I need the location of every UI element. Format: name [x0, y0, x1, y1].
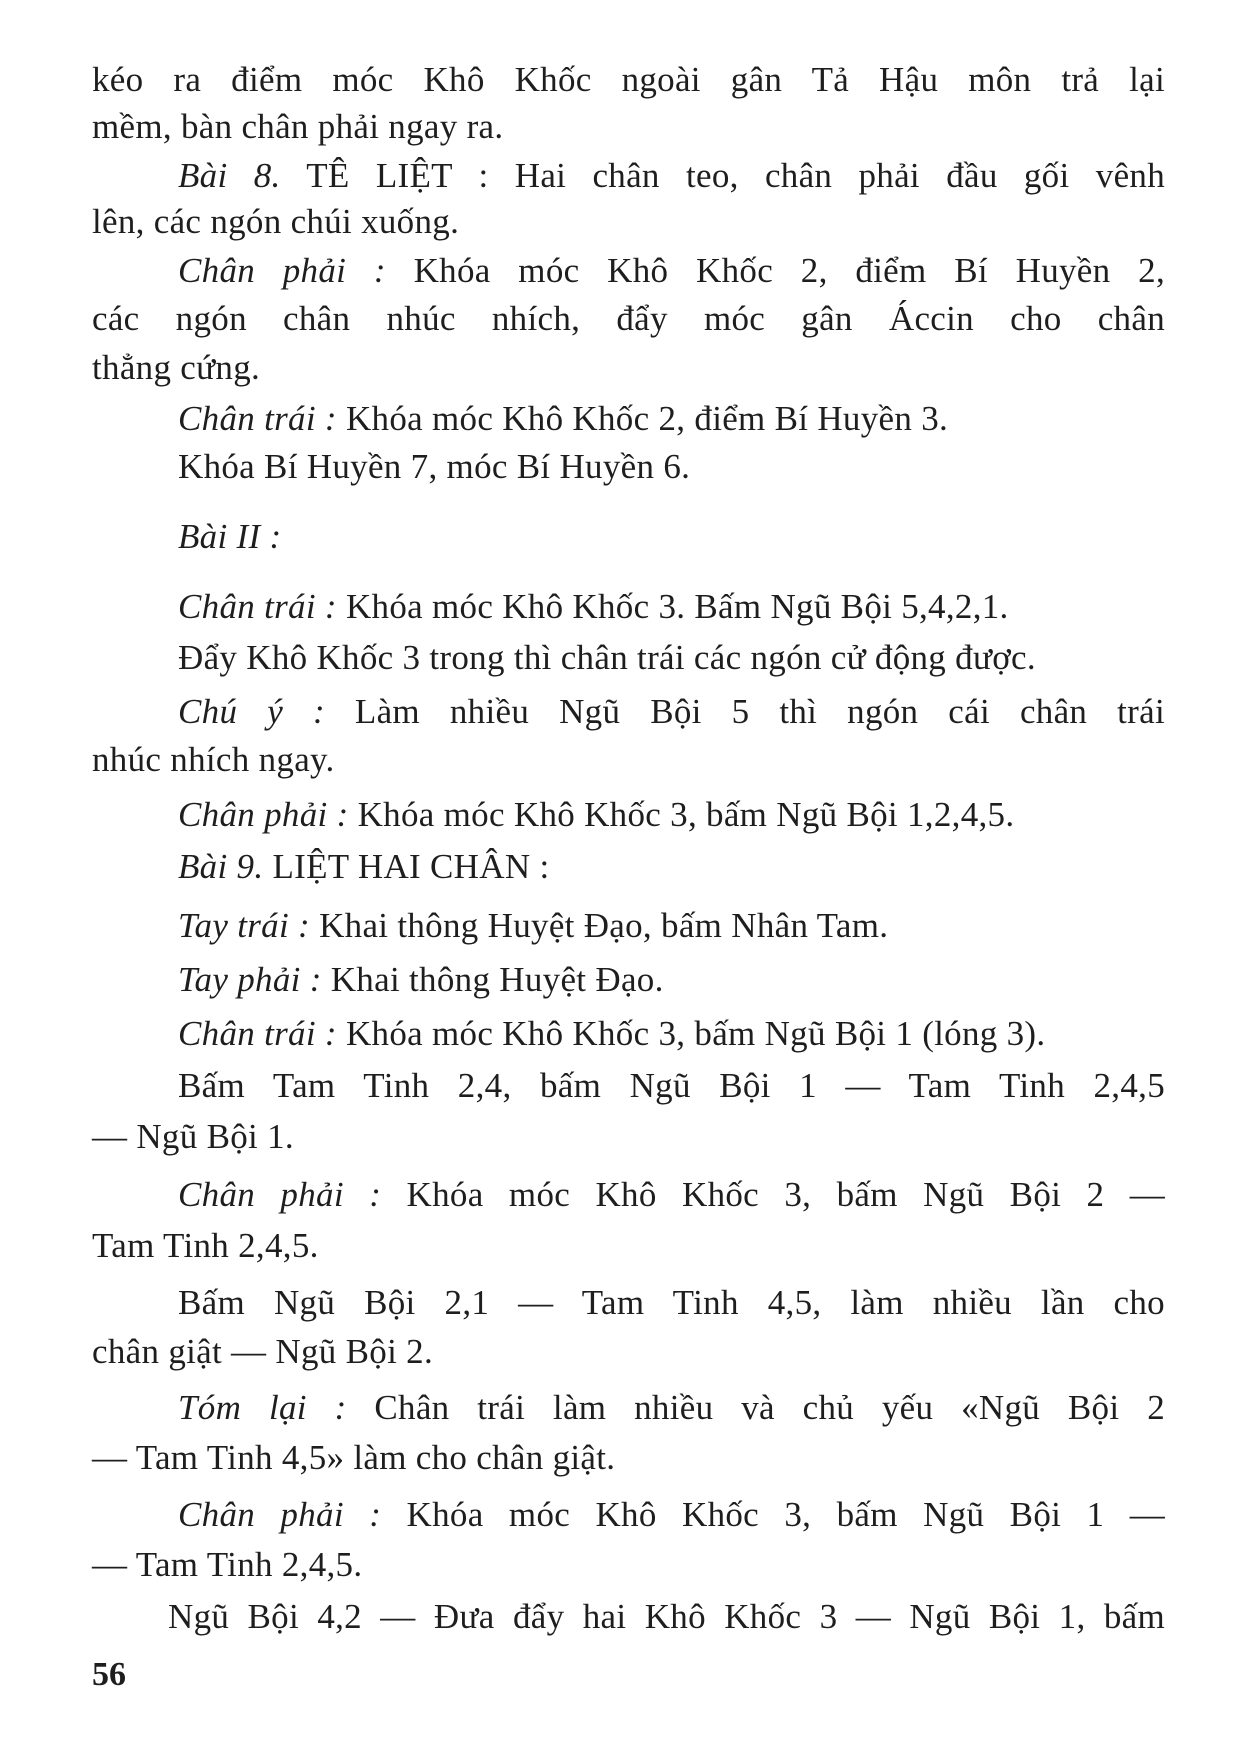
line-text: LIỆT HAI CHÂN :	[272, 847, 550, 886]
text-line	[168, 1595, 1165, 1639]
line-text: Ngũ Bội 4,2 — Đưa đẩy hai Khô Khốc 3 — Ngũ Bội 1, bấm	[168, 1597, 1165, 1636]
line-text: Đẩy Khô Khốc 3 trong thì chân trái các ngón cử động được.	[178, 638, 1036, 677]
line-text: các ngón chân nhúc nhích, đẩy móc gân Áccin cho chân	[92, 299, 1165, 338]
line-text: Khóa móc Khô Khốc 3, bấm Ngũ Bội 1,2,4,5.	[357, 795, 1015, 834]
text-line	[178, 585, 1009, 629]
text-line	[178, 1012, 1045, 1056]
line-label: Bài II :	[178, 517, 282, 556]
page-number: 56	[92, 1656, 126, 1693]
text-line	[92, 1224, 319, 1268]
text-line	[178, 690, 1165, 734]
line-text: Khóa móc Khô Khốc 3. Bấm Ngũ Bội 5,4,2,1.	[345, 587, 1009, 626]
line-text: — Tam Tinh 2,4,5.	[92, 1545, 363, 1584]
line-label: Chân phải :	[178, 1495, 382, 1534]
line-label: Bài 8.	[178, 156, 281, 195]
text-line	[178, 793, 1014, 837]
text-line	[178, 1281, 1165, 1325]
line-text: — Ngũ Bội 1.	[92, 1117, 294, 1156]
text-line	[178, 1493, 1165, 1537]
text-line	[92, 200, 459, 244]
text-line	[92, 1436, 615, 1480]
text-line	[92, 58, 1165, 102]
line-label: Tóm lại :	[178, 1388, 347, 1427]
line-label: Chú ý :	[178, 692, 325, 731]
line-label: Tay phải :	[178, 960, 322, 999]
line-text: mềm, bàn chân phải ngay ra.	[92, 107, 504, 146]
text-line	[92, 346, 260, 390]
line-text: Làm nhiều Ngũ Bội 5 thì ngón cái chân trái	[354, 692, 1165, 731]
text-line	[178, 397, 948, 441]
text-line	[178, 845, 549, 889]
text-line	[92, 738, 335, 782]
text-line	[178, 515, 281, 559]
text-line	[178, 958, 664, 1002]
text-line	[178, 249, 1165, 293]
text-line	[178, 154, 1165, 198]
line-text: TÊ LIỆT : Hai chân teo, chân phải đầu gối vênh	[306, 156, 1165, 195]
text-line	[92, 297, 1165, 341]
text-line	[178, 1386, 1165, 1430]
text-line	[178, 904, 888, 948]
text-line	[92, 1115, 294, 1159]
line-label: Chân phải :	[178, 795, 349, 834]
text-line	[92, 1543, 362, 1587]
line-text: kéo ra điểm móc Khô Khốc ngoài gân Tả Hậu môn trả lại	[92, 60, 1165, 99]
line-label: Chân phải :	[178, 1175, 382, 1214]
line-text: lên, các ngón chúi xuống.	[92, 202, 460, 241]
line-text: Khóa móc Khô Khốc 3, bấm Ngũ Bội 1 (lóng 3).	[345, 1014, 1046, 1053]
line-text: Khai thông Huyệt Đạo.	[330, 960, 664, 999]
text-line	[178, 1173, 1165, 1217]
line-text: Khóa móc Khô Khốc 2, điểm Bí Huyền 3.	[345, 399, 949, 438]
line-label: Tay trái :	[178, 906, 311, 945]
line-text: Bấm Ngũ Bội 2,1 — Tam Tinh 4,5, làm nhiều lần cho	[178, 1283, 1165, 1322]
line-text: Tam Tinh 2,4,5.	[92, 1226, 319, 1265]
text-line	[178, 445, 690, 489]
line-text: Khóa móc Khô Khốc 3, bấm Ngũ Bội 2 —	[406, 1175, 1165, 1214]
line-text: Khóa móc Khô Khốc 2, điểm Bí Huyền 2,	[413, 251, 1165, 290]
text-line	[92, 105, 503, 149]
line-text: — Tam Tinh 4,5» làm cho chân giật.	[92, 1438, 616, 1477]
text-line	[178, 636, 1036, 680]
line-text: Bấm Tam Tinh 2,4, bấm Ngũ Bội 1 — Tam Tinh 2,4,5	[178, 1066, 1165, 1105]
line-label: Bài 9.	[178, 847, 264, 886]
line-text: nhúc nhích ngay.	[92, 740, 335, 779]
line-text: Khóa Bí Huyền 7, móc Bí Huyền 6.	[178, 447, 691, 486]
line-label: Chân trái :	[178, 1014, 337, 1053]
line-text: Chân trái làm nhiều và chủ yếu «Ngũ Bội 2	[374, 1388, 1165, 1427]
line-text: Khóa móc Khô Khốc 3, bấm Ngũ Bội 1 —	[406, 1495, 1165, 1534]
line-text: chân giật — Ngũ Bội 2.	[92, 1332, 433, 1371]
text-line	[92, 1330, 433, 1374]
line-text: Khai thông Huyệt Đạo, bấm Nhân Tam.	[319, 906, 889, 945]
text-line	[178, 1064, 1165, 1108]
line-text: thẳng cứng.	[92, 348, 261, 387]
line-label: Chân phải :	[178, 251, 386, 290]
line-label: Chân trái :	[178, 587, 337, 626]
line-label: Chân trái :	[178, 399, 337, 438]
